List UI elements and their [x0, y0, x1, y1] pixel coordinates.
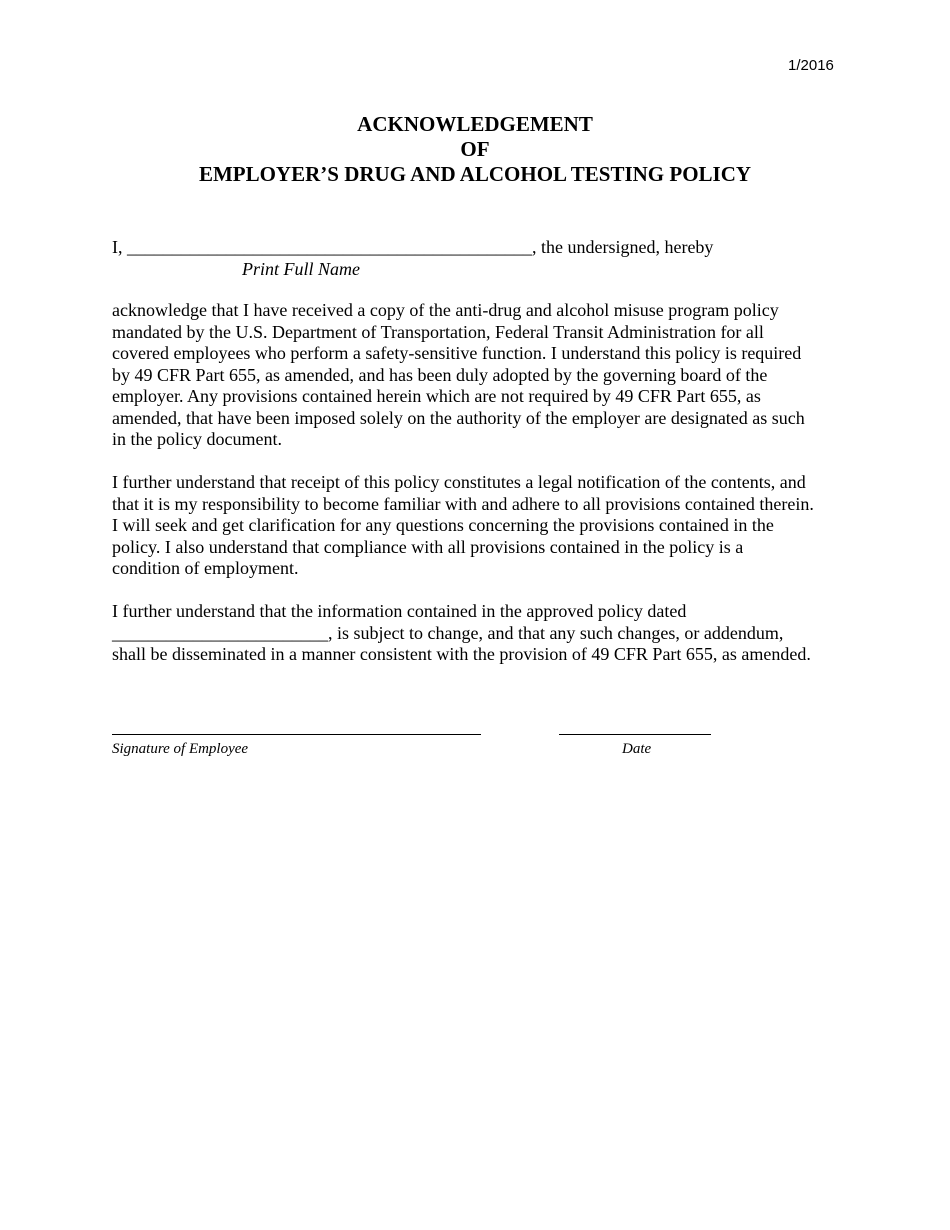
- policy-date-field[interactable]: ________________________, is subject to change, and that any such changes, or addendum,: [112, 622, 784, 643]
- paragraph-line: that it is my responsibility to become familiar with and adhere to all provisions contained therein.: [112, 493, 814, 514]
- paragraph-line: amended, that have been imposed solely on the authority of the employer are designated as such: [112, 407, 805, 428]
- paragraph-line: mandated by the U.S. Department of Transportation, Federal Transit Administration for all: [112, 321, 764, 342]
- employee-signature-line[interactable]: [112, 734, 481, 735]
- full-name-field[interactable]: I, _____________________________________________, the undersigned, hereby: [112, 237, 714, 257]
- legal-notification-paragraph: [112, 472, 842, 580]
- paragraph-line: shall be disseminated in a manner consistent with the provision of 49 CFR Part 655, as amended.: [112, 644, 811, 664]
- title-line-3: EMPLOYER’S DRUG AND ALCOHOL TESTING POLICY: [198, 162, 752, 186]
- title-line-1: ACKNOWLEDGEMENT: [357, 112, 593, 136]
- signature-date-line[interactable]: [559, 734, 711, 735]
- paragraph-line: covered employees who perform a safety-sensitive function. I understand this policy is required: [112, 343, 802, 363]
- print-full-name-caption: Print Full Name: [242, 259, 360, 279]
- paragraph-line: by 49 CFR Part 655, as amended, and has been duly adopted by the governing board of the: [112, 364, 768, 385]
- date-caption: Date: [622, 741, 652, 757]
- signature-of-employee-caption: Signature of Employee: [112, 741, 249, 757]
- acknowledgement-paragraph: [112, 300, 842, 451]
- paragraph-line: in the policy document.: [112, 429, 282, 449]
- paragraph-line: policy. I also understand that compliance with all provisions contained in the policy is a: [112, 536, 744, 557]
- paragraph-line: I further understand that receipt of this policy constitutes a legal notification of the contents, and: [112, 472, 806, 492]
- revision-date: 1/2016: [788, 57, 834, 74]
- paragraph-line: I will seek and get clarification for any questions concerning the provisions contained in the: [112, 515, 774, 535]
- paragraph-line: acknowledge that I have received a copy of the anti-drug and alcohol misuse program policy: [112, 300, 779, 320]
- document-title: [0, 112, 950, 187]
- paragraph-line: condition of employment.: [112, 558, 299, 578]
- paragraph-line: I further understand that the information contained in the approved policy dated: [112, 601, 687, 621]
- paragraph-line: employer. Any provisions contained herein which are not required by 49 CFR Part 655, as: [112, 386, 761, 406]
- title-line-2: OF: [460, 137, 490, 161]
- policy-change-paragraph: [112, 601, 842, 666]
